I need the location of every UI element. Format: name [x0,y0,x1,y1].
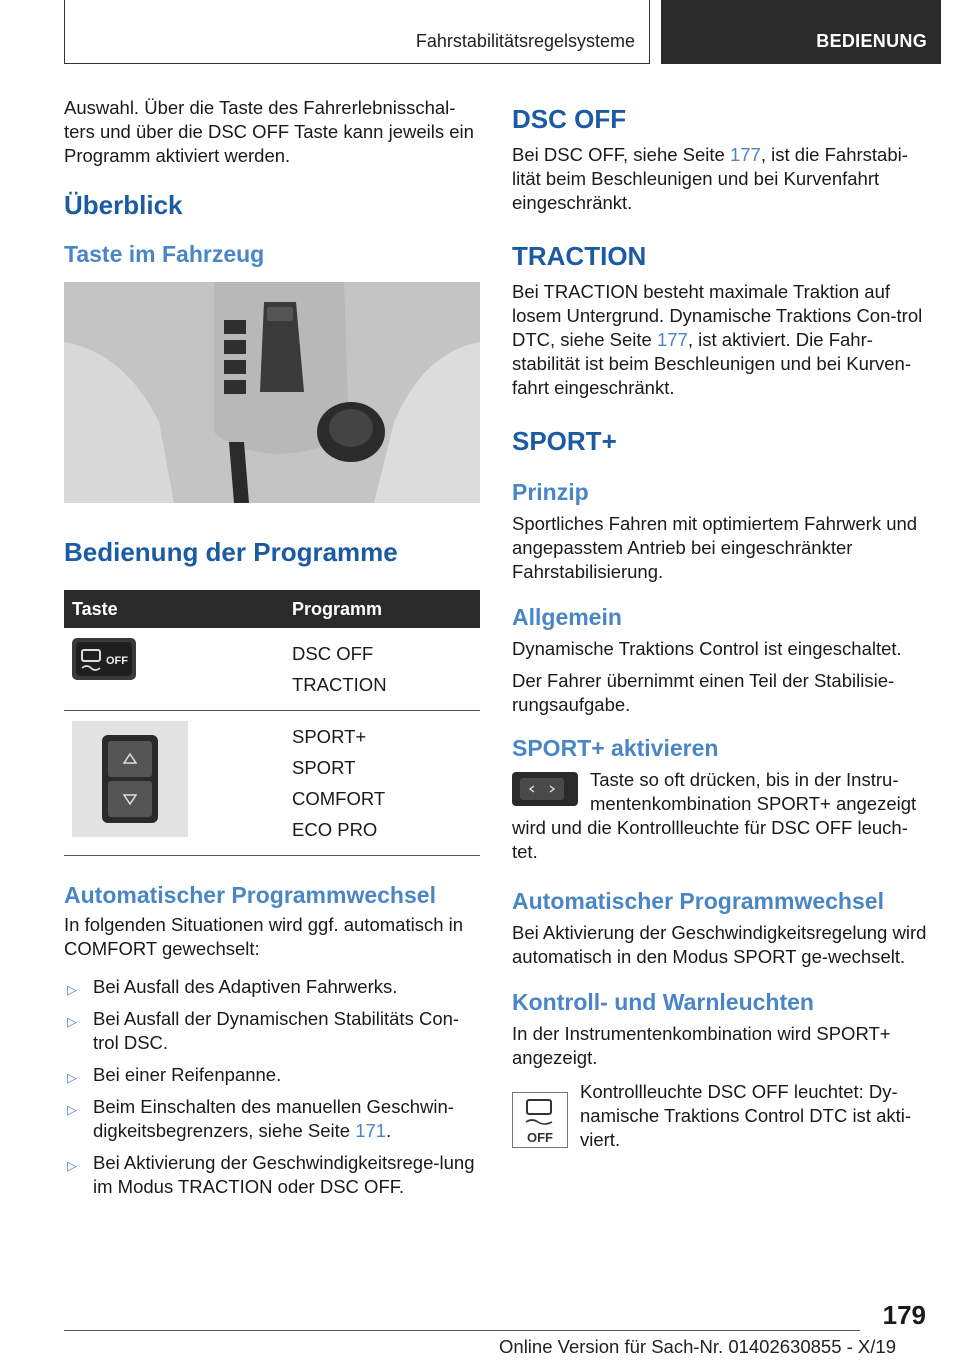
lamp-label: OFF [527,1130,553,1145]
auto-change-right-text: Bei Aktivierung der Geschwindigkeitsregelung wird automatisch in den Modus SPORT ge-wechselt. [512,922,927,967]
traction-text: Bei TRACTION besteht maximale Traktion auf losem Untergrund. Dynamische Traktions Con-trol DTC, siehe Seite 177, ist aktiviert. Die Fahr-stabilität ist beim Beschleunigen und bei Kurven-fahrt eingeschränkt. [512,281,923,398]
heading-principle: Prinzip [512,479,589,505]
heading-sport-plus: SPORT+ [512,426,617,456]
program-eco-pro: ECO PRO [292,819,378,840]
table-cell-programs [284,711,480,856]
table-row [64,711,480,856]
sport-button-icon [512,772,578,806]
table-header-row [64,590,480,628]
general-text-2: Der Fahrer übernimmt einen Teil der Stabilisie-rungsaufgabe. [512,670,895,715]
heading-auto-change: Automatischer Programmwechsel [64,882,436,908]
dsc-off-lamp-icon [512,1092,568,1148]
general-text-1: Dynamische Traktions Control ist eingeschaltet. [512,638,902,659]
chapter-title: BEDIENUNG [816,31,927,51]
footer-divider [64,1330,860,1331]
principle-text: Sportliches Fahren mit optimiertem Fahrwerk und angepasstem Antrieb bei eingeschränkter Fahrstabilisierung. [512,513,918,582]
bullet-triangle-icon: ▷ [67,1014,77,1029]
list-item: ▷ Beim Einschalten des manuellen Geschwin-digkeitsbegrenzers, siehe Seite 171. [67,1096,454,1141]
program-sport: SPORT [292,757,356,778]
table-cell-icon [64,628,284,711]
page-link-171[interactable]: 171 [355,1120,387,1141]
heading-button-in-vehicle: Taste im Fahrzeug [64,241,265,267]
table-row [64,628,480,711]
activate-row [512,768,928,816]
heading-activate-sport-plus: SPORT+ aktivieren [512,735,719,761]
page-link-177[interactable]: 177 [729,144,761,165]
list-item: ▷ Bei Ausfall der Dynamischen Stabilitäts Con-trol DSC. [67,1008,460,1053]
heading-indicator-lights: Kontroll- und Warnleuchten [512,989,814,1015]
page-number: 179 [882,1300,926,1330]
activate-text-a: Taste so oft drücken, bis in der Instru-mentenkombination SPORT+ angezeigt [590,769,917,814]
program-sport-plus: SPORT+ [292,726,367,747]
auto-change-text: In folgenden Situationen wird ggf. automatisch in COMFORT gewechselt: [64,914,464,959]
intro-paragraph: Auswahl. Über die Taste des Fahrerlebnisschal-ters und über die DSC OFF Taste kann jeweils ein Programm aktiviert werden. [64,97,474,166]
chapter-header [661,0,941,64]
col-header-button: Taste [64,590,284,628]
console-illustration [64,282,480,503]
page-link-177[interactable]: 177 [656,329,688,350]
driving-experience-switch-icon [72,721,188,837]
online-version-text: Online Version für Sach-Nr. 01402630855 - X/19 [499,1336,896,1357]
lamp-row [512,1080,928,1152]
dsc-off-button-icon [72,638,136,680]
col-header-program: Programm [284,590,480,628]
list-item: ▷ Bei einer Reifenpanne. [64,1063,480,1087]
table-cell-icon [64,711,284,856]
indicator-lights-text: In der Instrumentenkombination wird SPORT+ angezeigt. [512,1023,891,1068]
right-column [512,104,928,1152]
lamp-text: Kontrollleuchte DSC OFF leuchtet: Dy-namische Traktions Control DTC ist akti-viert. [580,1081,912,1150]
bullet-triangle-icon: ▷ [67,1102,77,1117]
bullet-triangle-icon: ▷ [67,1158,77,1173]
section-header [64,0,650,64]
vehicle-console-photo [64,282,480,503]
list-item: ▷ Bei Ausfall des Adaptiven Fahrwerks. [64,975,480,999]
heading-auto-change-right: Automatischer Programmwechsel [512,888,884,914]
dsc-off-text: Bei DSC OFF, siehe Seite 177, ist die Fahrstabi-lität beim Beschleunigen und bei Kurvenfahrt eingeschränkt. [512,144,908,213]
left-column [64,96,480,1207]
table-cell-programs [284,628,480,711]
heading-general: Allgemein [512,604,622,630]
program-dsc-off: DSC OFF [292,643,374,664]
section-title: Fahrstabilitätsregelsysteme [415,31,635,51]
auto-change-list [64,975,480,1199]
svg-text:OFF: OFF [106,655,128,667]
heading-dsc-off: DSC OFF [512,104,627,134]
heading-overview: Überblick [64,190,183,220]
program-table [64,590,480,856]
program-traction: TRACTION [292,674,387,695]
program-comfort: COMFORT [292,788,386,809]
bullet-triangle-icon: ▷ [67,982,77,997]
bullet-triangle-icon: ▷ [67,1070,77,1085]
heading-traction: TRACTION [512,241,647,271]
activate-text-b: wird und die Kontrollleuchte für DSC OFF leuch-tet. [512,817,908,862]
list-item: ▷ Bei Aktivierung der Geschwindigkeitsrege-lung im Modus TRACTION oder DSC OFF. [67,1152,475,1197]
heading-operation: Bedienung der Programme [64,537,398,567]
